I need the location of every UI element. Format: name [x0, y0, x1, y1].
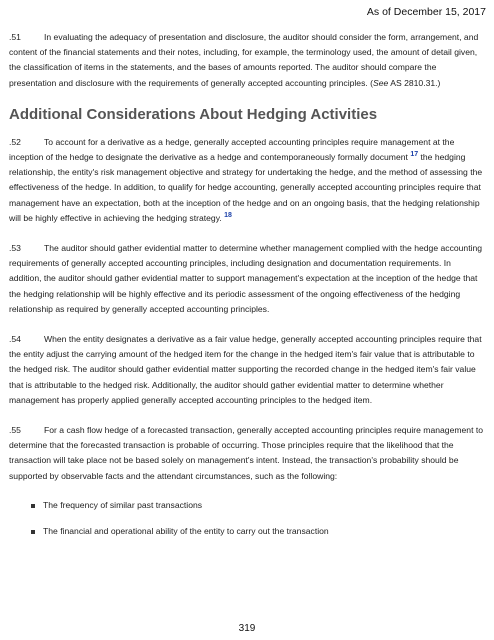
list-item	[31, 525, 483, 538]
paragraph-number: .51	[9, 32, 21, 42]
paragraph-number: .53	[9, 243, 21, 254]
list-item-text: The frequency of similar past transactions	[43, 499, 203, 510]
paragraph-52	[9, 135, 483, 226]
paragraph-text-end: AS 2810.31.)	[388, 77, 441, 88]
paragraph-51	[9, 30, 483, 91]
paragraph-53	[9, 241, 483, 317]
square-bullet-icon	[31, 504, 35, 508]
section-heading: Additional Considerations About Hedging Activities	[9, 105, 378, 123]
footnote-link-18[interactable]: 18	[224, 211, 232, 219]
page-header-date: As of December 15, 2017	[366, 6, 486, 18]
list-item	[31, 499, 483, 512]
paragraph-number: .52	[9, 136, 21, 147]
bullet-list	[9, 499, 483, 538]
footnote-link-17[interactable]: 17	[410, 151, 419, 159]
paragraph-text: When the entity designates a derivative as a fair value hedge, generally accepted accounting principles require that the entity adjust the carrying amount of the hedged item for the change in the hedged item's fair value that is attributable to the hedged risk. The auditor should gather evidential matter supporting the recorded change in the hedged item's fair value that is attributable to the hedged risk. Additionally, the auditor should gather evidential matter to determine whether management has properly applied generally accepted accounting principles to the hedged item.	[9, 334, 482, 405]
paragraph-text-cont: the hedging relationship, the entity's risk management objective and strategy for undertaking the hedge, and the method of assessing the effectiveness of the hedge. In addition, to qualify for hedge accounting, generally accepted accounting principles require that management have an expectation, both at the inception of the hedge and on an ongoing basis, that the hedging relationship will be highly effective in achieving the hedging strategy.	[9, 152, 483, 223]
paragraph-text: To account for a derivative as a hedge, generally accepted accounting principles require management at the inception of the hedge to designate the derivative as a hedge and contemporaneously formally document	[9, 136, 455, 163]
see-reference: See	[373, 77, 389, 88]
paragraph-text: In evaluating the adequacy of presentation and disclosure, the auditor should consider the form, arrangement, and content of the financial statements and their notes, including, for example, the terminology used, the amount of detail given, the classification of items in the statements, and the bases of amounts reported. The auditor should compare the presentation and disclosure with the requirements of generally accepted accounting principles. (	[9, 32, 479, 88]
page-number: 319	[238, 623, 256, 634]
square-bullet-icon	[31, 530, 35, 534]
list-item-text: The financial and operational ability of the entity to carry out the transaction	[43, 525, 329, 536]
paragraph-54	[9, 332, 483, 408]
paragraph-number: .54	[9, 334, 21, 345]
paragraph-text: For a cash flow hedge of a forecasted transaction, generally accepted accounting principles require management to determine that the forecasted transaction is probable of occurring. Those principles require that the likelihood that the transaction will take place not be based solely on management's intent. Instead, the transaction's probability should be supported by observable facts and the attendant circumstances, such as the following:	[9, 425, 484, 481]
paragraph-55	[9, 423, 483, 484]
paragraph-number: .55	[9, 425, 21, 436]
paragraph-text: The auditor should gather evidential matter to determine whether management complied with the hedge accounting requirements of generally accepted accounting principles, including designation and documentation requirements. In addition, the auditor should gather evidential matter to support management's expectation at the inception of the hedge that the hedging relationship will be highly effective and its periodic assessment of the ongoing effectiveness of the hedging relationship as required by generally accepted accounting principles.	[9, 243, 483, 314]
document-body	[9, 30, 483, 551]
